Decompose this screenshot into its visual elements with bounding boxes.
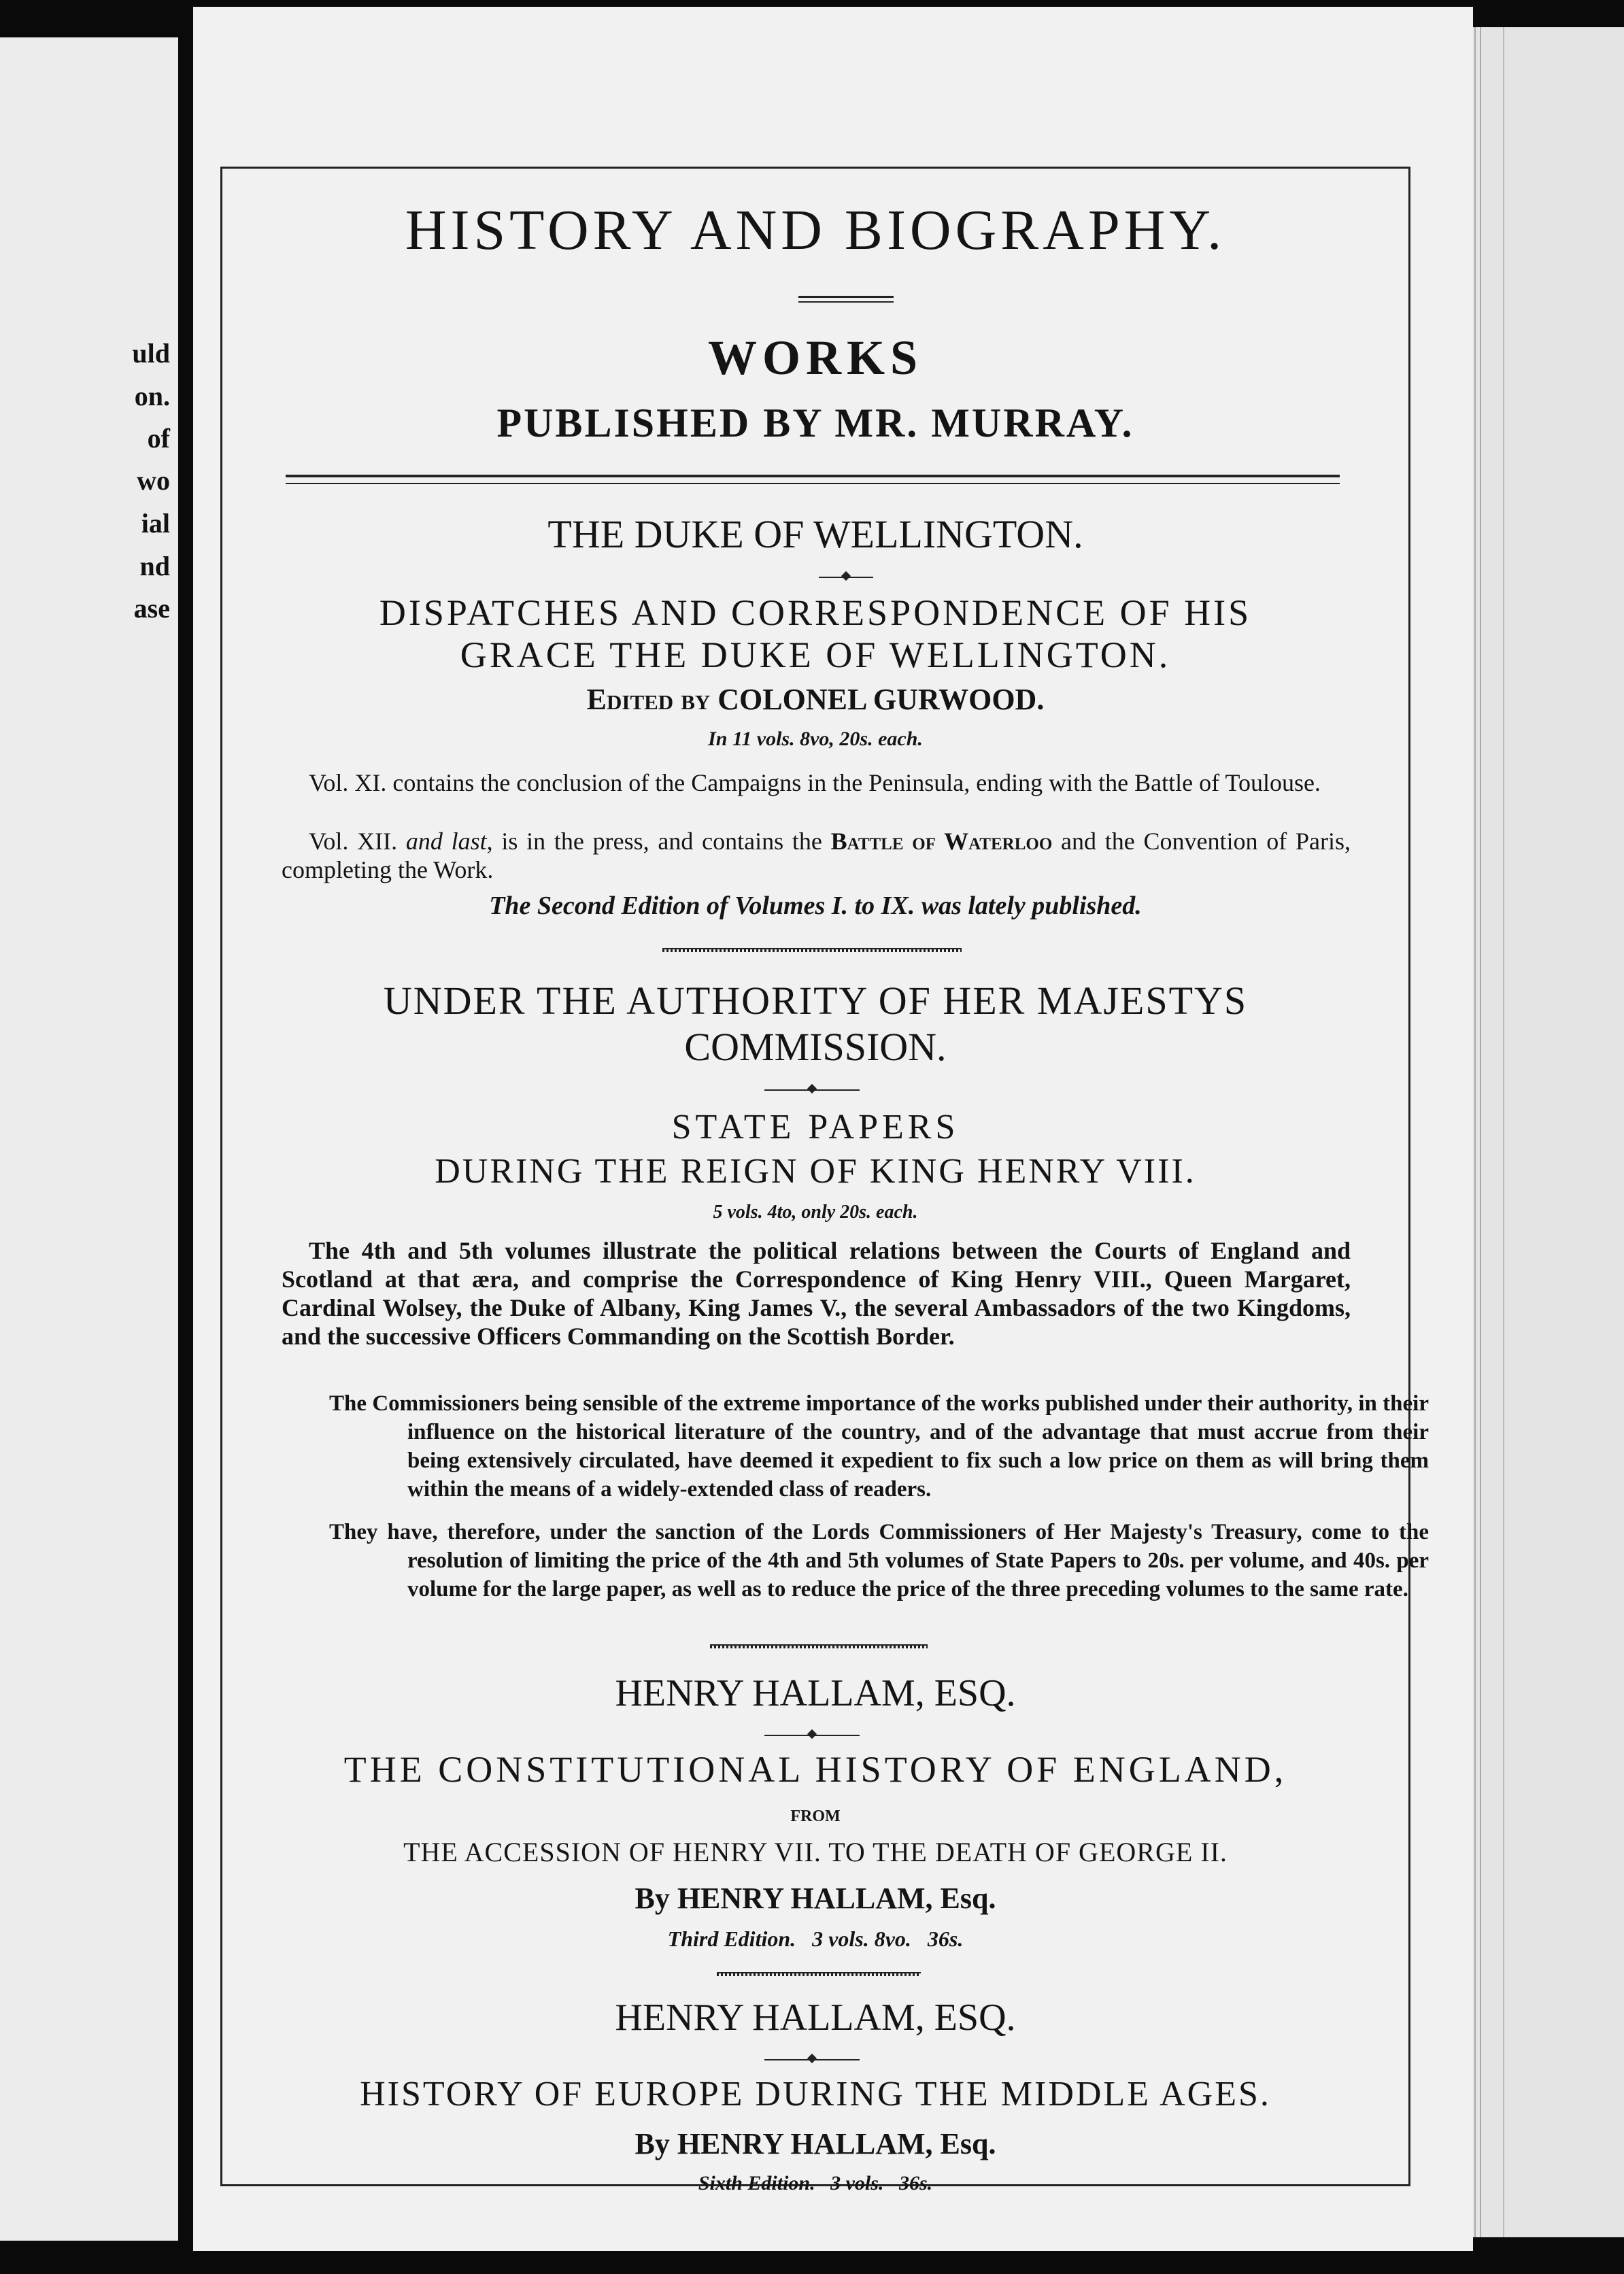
left-fragment: of xyxy=(147,423,170,454)
left-fragment: wo xyxy=(137,465,170,496)
state-papers-title: STATE PAPERS xyxy=(671,1108,960,1147)
ornament xyxy=(819,573,873,582)
constitutional-edition: Third Edition. 3 vols. 8vo. 36s. xyxy=(667,1927,964,1951)
double-rule xyxy=(286,483,1340,484)
hallam-heading: HENRY HALLAM, ESQ. xyxy=(615,1997,1016,2039)
left-fragment: ial xyxy=(141,508,170,539)
ornament xyxy=(764,2055,860,2065)
state-papers-description: The 4th and 5th volumes illustrate the political relations between the Courts of England and Scotland at that æra, and comprise the Correspondence of King Henry VIII., Queen Margaret, Cardinal Wolsey, the Duke of Albany, King James V., the several Ambassadors of the two Kingdoms, and the successive Officers Commanding on the Scottish Border. xyxy=(282,1237,1351,1350)
publisher-heading: PUBLISHED BY MR. MURRAY. xyxy=(496,401,1134,445)
vol12-rest: and the Convention of Paris, completing the Work. xyxy=(282,828,1351,883)
wellington-vol11: Vol. XI. contains the conclusion of the Campaigns in the Peninsula, ending with the Battle of Toulouse. xyxy=(309,769,1321,796)
wave-divider xyxy=(710,1644,928,1648)
page-edges-right xyxy=(1462,27,1624,2237)
vol12-prefix: Vol. XII. xyxy=(309,828,398,855)
vol12-italic: and last xyxy=(405,828,487,855)
divider xyxy=(798,296,894,298)
wellington-title: DISPATCHES AND CORRESPONDENCE OF HIS xyxy=(379,592,1252,633)
constitutional-subtitle: THE ACCESSION OF HENRY VII. TO THE DEATH OF GEORGE II. xyxy=(403,1837,1228,1867)
wave-divider xyxy=(662,948,962,952)
state-papers-format: 5 vols. 4to, only 20s. each. xyxy=(713,1202,918,1223)
constitutional-title: THE CONSTITUTIONAL HISTORY OF ENGLAND, xyxy=(343,1749,1287,1790)
authority-heading: UNDER THE AUTHORITY OF HER MAJESTYS xyxy=(383,979,1248,1023)
document-page xyxy=(193,7,1473,2251)
works-heading: WORKS xyxy=(707,330,924,385)
state-papers-title: DURING THE REIGN OF KING HENRY VIII. xyxy=(435,1152,1196,1191)
wellington-format: In 11 vols. 8vo, 20s. each. xyxy=(708,728,923,750)
wellington-vol12 xyxy=(282,827,1351,884)
ornament xyxy=(764,1085,860,1095)
wellington-second-edition: The Second Edition of Volumes I. to IX. was lately published. xyxy=(489,892,1142,920)
editor-prefix: Edited by xyxy=(586,683,711,716)
editor-name: COLONEL GURWOOD. xyxy=(717,683,1045,716)
wellington-editor xyxy=(220,682,1410,717)
wave-divider xyxy=(717,1972,921,1976)
wellington-heading: THE DUKE OF WELLINGTON. xyxy=(547,512,1083,556)
middle-ages-title: HISTORY OF EUROPE DURING THE MIDDLE AGES. xyxy=(360,2075,1271,2114)
constitutional-byline: By HENRY HALLAM, Esq. xyxy=(635,1882,996,1915)
vol12-mid: , is in the press, and contains the xyxy=(486,828,822,855)
treasury-note: They have, therefore, under the sanction of the Lords Commissioners of Her Majesty's Treasury, come to the resolution of limiting the price of the 4th and 5th volumes of State Papers to 20s. per volume, and 40s. per volume for the large paper, as well as to reduce the price of the three preceding volumes to the same rate. xyxy=(329,1520,1429,1601)
from-label: FROM xyxy=(790,1808,841,1825)
left-fragment: uld xyxy=(132,338,170,369)
category-heading: HISTORY AND BIOGRAPHY. xyxy=(405,199,1226,262)
hallam-heading: HENRY HALLAM, ESQ. xyxy=(615,1672,1016,1714)
ornament xyxy=(764,1731,860,1740)
middle-ages-edition: Sixth Edition. 3 vols. 36s. xyxy=(698,2172,933,2194)
authority-heading: COMMISSION. xyxy=(684,1025,947,1069)
left-fragment: ase xyxy=(133,593,170,624)
facing-page-left xyxy=(0,37,178,2241)
divider xyxy=(798,301,894,303)
wellington-title: GRACE THE DUKE OF WELLINGTON. xyxy=(460,634,1171,675)
left-fragment: nd xyxy=(139,551,170,581)
middle-ages-byline: By HENRY HALLAM, Esq. xyxy=(635,2127,996,2160)
commissioners-note: The Commissioners being sensible of the extreme importance of the works published under their authority, in their influence on the historical literature of the country, and of the advantage that must accrue from their being extensively circulated, have deemed it expedient to fix such a low price on them as will bring them within the means of a widely-extended class of readers. xyxy=(329,1391,1429,1501)
double-rule xyxy=(286,475,1340,477)
left-fragment: on. xyxy=(134,381,170,411)
vol12-caps: Battle of Waterloo xyxy=(830,828,1053,855)
